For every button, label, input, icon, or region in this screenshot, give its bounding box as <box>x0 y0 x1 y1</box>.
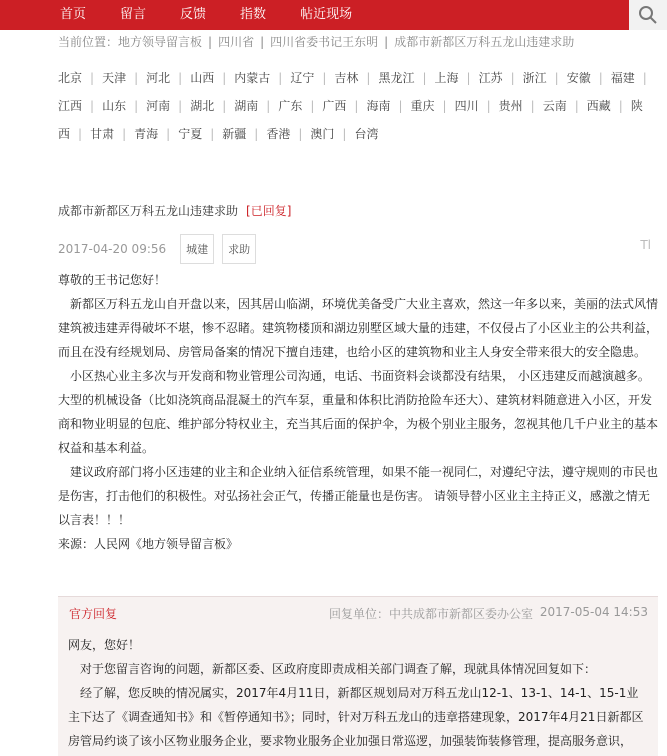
region-separator: | <box>266 99 271 113</box>
region-link[interactable]: 吉林 <box>334 71 359 85</box>
breadcrumb-item[interactable]: 成都市新都区万科五龙山违建求助 <box>394 35 575 49</box>
breadcrumb-separator: | <box>384 35 389 49</box>
region-link[interactable]: 广东 <box>278 99 303 113</box>
region-separator: | <box>254 127 259 141</box>
breadcrumb <box>58 33 574 50</box>
region-link[interactable]: 福建 <box>610 71 635 85</box>
region-separator: | <box>322 71 327 85</box>
region-separator: | <box>442 99 447 113</box>
region-separator: | <box>222 99 227 113</box>
breadcrumb-separator: | <box>260 35 265 49</box>
region-separator: | <box>134 99 139 113</box>
region-separator: | <box>598 71 603 85</box>
reply-status-badge: [已回复] <box>246 204 292 218</box>
post-paragraph: 新都区万科五龙山自开盘以来，因其居山临湖，环境优美备受广大业主喜欢，然这一年多以来，美丽的法式风情建筑被违建弄得破坏不堪，惨不忍睹。建筑物楼顶和湖边别墅区域大量的违建，不仅侵占了小区业主的公共利益，而且在没有经规划局、房管局备案的情况下擅自违建，也给小区的建筑物和业主人身安全带来很大的安全隐患。 <box>58 297 659 359</box>
breadcrumb-item[interactable]: 四川省 <box>218 35 255 49</box>
post-body <box>58 268 658 556</box>
region-separator: | <box>574 99 579 113</box>
region-link[interactable]: 山西 <box>190 71 215 85</box>
post-paragraph: 尊敬的王书记您好！ <box>58 273 167 287</box>
region-link[interactable]: 上海 <box>434 71 459 85</box>
region-separator: | <box>90 71 95 85</box>
region-link[interactable]: 云南 <box>542 99 567 113</box>
region-link[interactable]: 香港 <box>266 127 291 141</box>
breadcrumb-separator: | <box>208 35 213 49</box>
region-link[interactable]: 天津 <box>102 71 127 85</box>
region-separator: | <box>642 71 647 85</box>
post-paragraph: 小区热心业主多次与开发商和物业管理公司沟通，电话、书面资料会谈都没有结果， 小区违建反而越演越多。 大型的机械设备（比如浇筑商品混凝土的汽车泵，重量和体积比消防抢险车还大）、建筑材料随意进入小区，开发商和物业明显的包庇、维护部分特权业主，充当其后面的保护伞，为极个别业主服务，忽视其他几千户业主的基本权益和基本利益。 <box>58 369 659 455</box>
region-link[interactable]: 广西 <box>322 99 347 113</box>
reply-body <box>68 633 648 753</box>
region-link[interactable]: 辽宁 <box>290 71 315 85</box>
region-separator: | <box>222 71 227 85</box>
region-link[interactable]: 贵州 <box>498 99 523 113</box>
region-link[interactable]: 宁夏 <box>178 127 203 141</box>
region-separator: | <box>342 127 347 141</box>
region-link[interactable]: 河北 <box>146 71 171 85</box>
region-separator: | <box>310 99 315 113</box>
region-link[interactable]: 北京 <box>58 71 83 85</box>
region-separator: | <box>510 71 515 85</box>
post-title-row <box>58 202 291 219</box>
reply-paragraph: 经了解，您反映的情况属实，2017年4月11日，新都区规划局对万科五龙山12-1、13-1、14-1、15-1业主下达了《调查通知书》和《暂停通知书》；同时，针对万科五龙山的违章搭建现象，2017年4月21日新都区房管局约谈了该小区物业服务企业，要求物业服务企业加强日常巡逻，加强装饰装修管理，提高服务意识， <box>68 686 644 748</box>
region-link[interactable]: 山东 <box>102 99 127 113</box>
nav-item[interactable]: 帖近现场 <box>300 7 353 22</box>
reply-header <box>69 605 648 625</box>
region-link[interactable]: 海南 <box>366 99 391 113</box>
region-link[interactable]: 江苏 <box>478 71 503 85</box>
region-link[interactable]: 青海 <box>134 127 159 141</box>
region-separator: | <box>466 71 471 85</box>
region-separator: | <box>486 99 491 113</box>
region-separator: | <box>530 99 535 113</box>
region-link[interactable]: 内蒙古 <box>234 71 271 85</box>
official-reply-box <box>58 596 658 756</box>
region-link[interactable]: 新疆 <box>222 127 247 141</box>
region-link[interactable]: 澳门 <box>310 127 335 141</box>
official-reply-label: 官方回复 <box>69 607 118 621</box>
region-link[interactable]: 陕西 <box>58 99 643 141</box>
region-separator: | <box>134 71 139 85</box>
breadcrumb-prefix: 当前位置： <box>58 35 119 49</box>
region-separator: | <box>366 71 371 85</box>
region-separator: | <box>78 127 83 141</box>
region-separator: | <box>618 99 623 113</box>
region-separator: | <box>554 71 559 85</box>
region-link[interactable]: 黑龙江 <box>378 71 415 85</box>
nav-item[interactable]: 首页 <box>60 7 87 22</box>
nav-item[interactable]: 留言 <box>120 7 147 22</box>
region-link[interactable]: 湖南 <box>234 99 259 113</box>
region-separator: | <box>422 71 427 85</box>
breadcrumb-item[interactable]: 地方领导留言板 <box>118 35 203 49</box>
post-meta <box>58 234 264 264</box>
region-separator: | <box>90 99 95 113</box>
reply-unit: 回复单位：中共成都市新都区委办公室 <box>329 607 534 621</box>
region-separator: | <box>354 99 359 113</box>
post-paragraph: 建议政府部门将小区违建的业主和企业纳入征信系统管理，如果不能一视同仁，对遵纪守法，遵守规则的市民也是伤害，打击他们的积极性。对弘扬社会正气，传播正能量也是伤害。 请领导替小区业主主持正义，感激之情无以言表！！！ <box>58 465 659 527</box>
region-link[interactable]: 江西 <box>58 99 83 113</box>
reply-paragraph: 网友，您好！ <box>68 638 141 652</box>
tag-urban-construction[interactable]: 城建 <box>180 234 214 264</box>
region-link[interactable]: 安徽 <box>566 71 591 85</box>
region-list <box>58 64 658 148</box>
region-link[interactable]: 河南 <box>146 99 171 113</box>
top-navigation-bar <box>0 0 667 30</box>
post-title[interactable]: 成都市新都区万科五龙山违建求助 <box>58 204 239 218</box>
region-link[interactable]: 四川 <box>454 99 479 113</box>
region-link[interactable]: 甘肃 <box>90 127 115 141</box>
breadcrumb-item[interactable]: 四川省委书记王东明 <box>270 35 379 49</box>
search-icon <box>638 5 658 25</box>
post-date: 2017-04-20 09:56 <box>58 242 167 256</box>
region-separator: | <box>178 99 183 113</box>
nav-item[interactable]: 指数 <box>240 7 267 22</box>
region-link[interactable]: 西藏 <box>586 99 611 113</box>
region-separator: | <box>122 127 127 141</box>
reply-date: 2017-05-04 14:53 <box>539 605 648 619</box>
region-separator: | <box>166 127 171 141</box>
region-separator: | <box>210 127 215 141</box>
tag-help[interactable]: 求助 <box>222 234 256 264</box>
region-link[interactable]: 浙江 <box>522 71 547 85</box>
region-separator: | <box>298 127 303 141</box>
region-link[interactable]: 重庆 <box>410 99 435 113</box>
nav-items <box>60 0 386 30</box>
region-separator: | <box>398 99 403 113</box>
reply-paragraph: 对于您留言咨询的问题，新都区委、区政府度即责成相关部门调查了解，现就具体情况回复如下： <box>68 662 597 676</box>
nav-item[interactable]: 反馈 <box>180 7 207 22</box>
region-link[interactable]: 湖北 <box>190 99 215 113</box>
region-separator: | <box>278 71 283 85</box>
region-link[interactable]: 台湾 <box>354 127 379 141</box>
region-separator: | <box>178 71 183 85</box>
search-button[interactable] <box>629 0 667 30</box>
post-source: 来源：人民网《地方领导留言板》 <box>58 537 239 551</box>
share-icon[interactable]: Tl <box>640 238 651 252</box>
